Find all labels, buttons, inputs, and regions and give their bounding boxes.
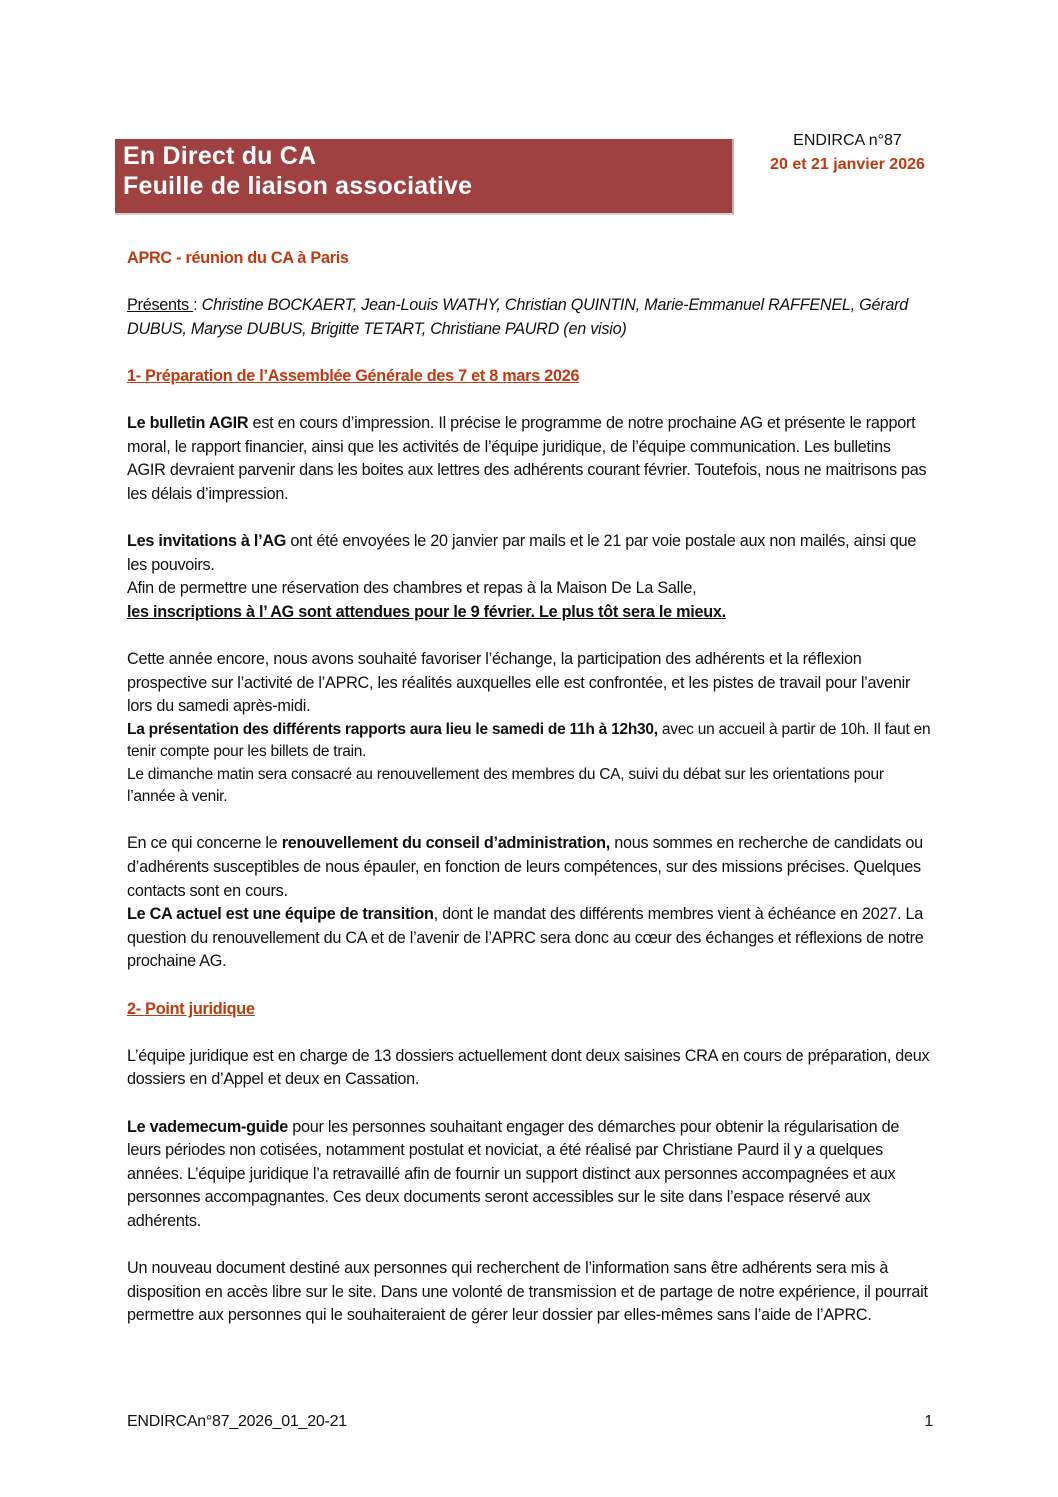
attendees-names: Christine BOCKAERT, Jean-Louis WATHY, Christian QUINTIN, Marie-Emmanuel RAFFENEL, Gérard DUBUS, Maryse DUBUS, Brigitte TETART, Christiane PAURD (en visio) <box>127 296 908 338</box>
paragraph-program: Cette année encore, nous avons souhaité favoriser l’échange, la participation des adhérents et la réflexion prospective sur l’activité de l’APRC, les réalités auxquelles elle est confrontée, et les pistes de travail pour l’avenir lors du samedi après-midi. <box>127 650 911 716</box>
section-2-heading: 2- Point juridique <box>127 999 255 1018</box>
paragraph-reservation: Afin de permettre une réservation des chambres et repas à la Maison De La Salle, <box>127 579 697 598</box>
attendees: Présents : Christine BOCKAERT, Jean-Louis WATHY, Christian QUINTIN, Marie-Emmanuel RAFFENEL, Gérard DUBUS, Maryse DUBUS, Brigitte TETART, Christiane PAURD (en visio) <box>127 296 908 338</box>
page-number: 1 <box>924 1413 933 1430</box>
page-footer <box>127 1413 933 1431</box>
banner-title: En Direct du CA <box>123 142 317 170</box>
paragraph-transition: Le CA actuel est une équipe de transition, dont le mandat des différents membres vient à échéance en 2027. La question du renouvellement du CA et de l’avenir de l’APRC sera donc au cœur des échanges et réflexions de notre prochaine AG. <box>127 905 924 971</box>
banner-subtitle: Feuille de liaison associative <box>123 172 473 200</box>
meeting-title: APRC - réunion du CA à Paris <box>127 249 349 267</box>
issue-date: 20 et 21 janvier 2026 <box>770 156 925 173</box>
paragraph-legal-cases: L’équipe juridique est en charge de 13 dossiers actuellement dont deux saisines CRA en cours de préparation, deux dossiers en d’Appel et deux en Cassation. <box>127 1046 930 1089</box>
issue-number: ENDIRCA n°87 <box>793 132 902 149</box>
paragraph-schedule: La présentation des différents rapports aura lieu le samedi de 11h à 12h30, avec un accueil à partir de 10h. Il faut en tenir compte pour les billets de train. <box>127 720 931 761</box>
attendees-label: Présents <box>127 296 194 315</box>
issue-info <box>760 129 935 177</box>
paragraph-sunday: Le dimanche matin sera consacré au renouvellement des membres du CA, suivi du débat sur les orientations pour l’année à venir. <box>127 765 884 806</box>
newsletter-banner <box>115 139 734 215</box>
paragraph-board-renewal: En ce qui concerne le renouvellement du conseil d’administration, nous sommes en recherche de candidats ou d’adhérents susceptibles de nous épauler, en fonction de leurs compétences, sur des missions précises. Quelques contacts sont en cours. <box>127 834 923 900</box>
paragraph-bulletin: Le bulletin AGIR est en cours d’impression. Il précise le programme de notre prochaine AG et présente le rapport moral, le rapport financier, ainsi que les activités de l’équipe juridique, de l’équipe communication. Les bulletins AGIR devraient parvenir dans les boites aux lettres des adhérents courant février. Toutefois, nous ne maitrisons pas les délais d’impression. <box>127 414 927 503</box>
footer-filename: ENDIRCAn°87_2026_01_20-21 <box>127 1413 347 1430</box>
paragraph-new-document: Un nouveau document destiné aux personnes qui recherchent de l’information sans être adhérents sera mis à disposition en accès libre sur le site. Dans une volonté de transmission et de partage de notre expérience, il pourrait permettre aux personnes qui le souhaiteraient de gérer leur dossier par elles-mêmes sans l’aide de l’APRC. <box>127 1259 928 1325</box>
document-body <box>127 247 932 1328</box>
registration-deadline: les inscriptions à l’ AG sont attendues pour le 9 février. Le plus tôt sera le mieux. <box>127 602 726 621</box>
paragraph-invitations: Les invitations à l’AG ont été envoyées le 20 janvier par mails et le 21 par voie postale aux non mailés, ainsi que les pouvoirs. <box>127 532 917 574</box>
paragraph-vademecum: Le vademecum-guide pour les personnes souhaitant engager des démarches pour obtenir la régularisation de leurs périodes non cotisées, notamment postulat et noviciat, a été réalisé par Christiane Paurd il y a quelques années. L’équipe juridique l’a retravaillé afin de fournir un support distinct aux personnes accompagnées et aux personnes accompagnantes. Ces deux documents seront accessibles sur le site dans l’espace réservé aux adhérents. <box>127 1117 900 1230</box>
section-1-heading: 1- Préparation de l’Assemblée Générale des 7 et 8 mars 2026 <box>127 366 580 385</box>
